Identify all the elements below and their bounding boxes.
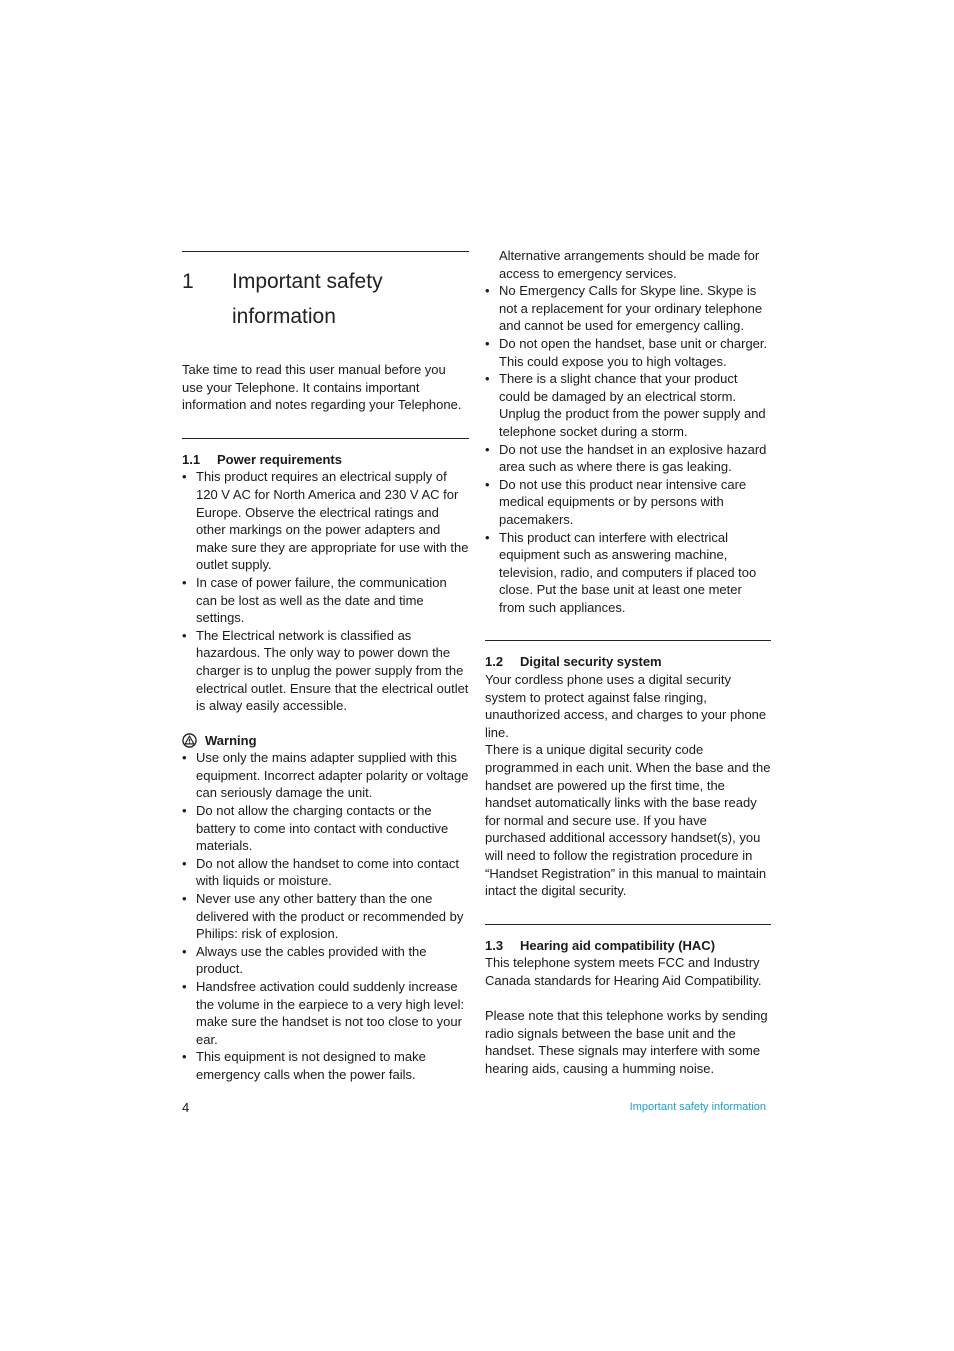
section-title: Hearing aid compatibility (HAC): [520, 937, 716, 953]
chapter-title-line1: Important safety: [232, 270, 383, 293]
digital-security-para-2: There is a unique digital security code programmed in each unit. When the base and the handset are powered up the first time, the handset automatically links with the base ready for normal and secure use. If you have purchased additional accessory handset(s), you will need to follow the registration procedure in “Handset Registration” in this manual to maintain intact the digital security.: [485, 742, 771, 899]
section-number: 1.1: [182, 451, 201, 467]
right-column: [485, 247, 771, 1078]
warning-heading: [182, 732, 469, 750]
list-item: • Always use the cables provided with the product.: [182, 943, 469, 978]
list-item: • Handsfree activation could suddenly increase the volume in the earpiece to a very high level: make sure the handset is not too close to your ear.: [182, 978, 469, 1048]
section-heading-digital-security: [485, 653, 771, 671]
list-item: • Do not use the handset in an explosive hazard area such as where there is gas leaking.: [485, 441, 771, 476]
warning-list: [182, 749, 469, 1083]
chapter-number: 1: [182, 270, 194, 293]
warning-icon: [182, 733, 197, 748]
section-title: Digital security system: [520, 654, 662, 670]
list-item: • In case of power failure, the communication can be lost as well as the date and time settings.: [182, 574, 469, 627]
section-rule-1-1: [182, 438, 469, 439]
hac-para-1: This telephone system meets FCC and Industry Canada standards for Hearing Aid Compatibility.: [485, 955, 762, 988]
list-item: • Do not use this product near intensive care medical equipments or by persons with pacemakers.: [485, 476, 771, 529]
chapter-heading: [182, 264, 469, 334]
section-number: 1.2: [485, 654, 504, 670]
list-item: • Use only the mains adapter supplied with this equipment. Incorrect adapter polarity or voltage can seriously damage the unit.: [182, 749, 469, 802]
left-column: [182, 251, 469, 1084]
running-footer-title: Important safety information: [629, 1101, 766, 1113]
digital-security-para-1: Your cordless phone uses a digital security system to protect against false ringing, unauthorized access, and charges to your phone line.: [485, 672, 767, 740]
list-item: • This product can interfere with electrical equipment such as answering machine, television, radio, and computers if placed too close. Put the base unit at least one meter from such appliances.: [485, 529, 771, 617]
list-item: • There is a slight chance that your product could be damaged by an electrical storm. Unplug the product from the power supply and telephone socket during a storm.: [485, 370, 771, 440]
section-rule-1-3: [485, 924, 771, 925]
warning-list-continued: [485, 282, 771, 616]
section-heading-power: [182, 451, 469, 469]
warning-continuation: Alternative arrangements should be made for access to emergency services.: [499, 248, 760, 281]
warning-title: Warning: [205, 732, 257, 748]
section-heading-hac: [485, 937, 771, 955]
paragraph-gap: [485, 990, 771, 1008]
list-item: • This equipment is not designed to make emergency calls when the power fails.: [182, 1048, 469, 1083]
chapter-rule: [182, 251, 469, 252]
list-item: • Do not allow the charging contacts or the battery to come into contact with conductive materials.: [182, 802, 469, 855]
list-item: • This product requires an electrical supply of 120 V AC for North America and 230 V AC for Europe. Observe the electrical ratings and other markings on the power adapters and make sure they are appropriate for use with the outlet supply.: [182, 468, 469, 574]
list-item: • The Electrical network is classified as hazardous. The only way to power down the charger is to unplug the power supply from the electrical outlet. Ensure that the electrical outlet is alway easily accessible.: [182, 627, 469, 715]
chapter-title: [232, 264, 383, 334]
section-number: 1.3: [485, 937, 504, 953]
list-item: • Do not open the handset, base unit or charger. This could expose you to high voltages.: [485, 335, 771, 370]
power-requirements-list: [182, 468, 469, 714]
section-title: Power requirements: [217, 451, 342, 467]
section-rule-1-2: [485, 640, 771, 641]
hac-para-2: Please note that this telephone works by sending radio signals between the base unit and the handset. These signals may interfere with some hearing aids, causing a humming noise.: [485, 1008, 768, 1076]
list-item: • Do not allow the handset to come into contact with liquids or moisture.: [182, 855, 469, 890]
list-item: • Never use any other battery than the one delivered with the product or recommended by Philips: risk of explosion.: [182, 890, 469, 943]
list-item: • No Emergency Calls for Skype line. Skype is not a replacement for your ordinary telephone and cannot be used for emergency calling.: [485, 282, 771, 335]
intro-paragraph: Take time to read this user manual before you use your Telephone. It contains important information and notes regarding your Telephone.: [182, 362, 462, 413]
page-number: 4: [182, 1100, 190, 1115]
chapter-title-line2: information: [232, 305, 336, 328]
